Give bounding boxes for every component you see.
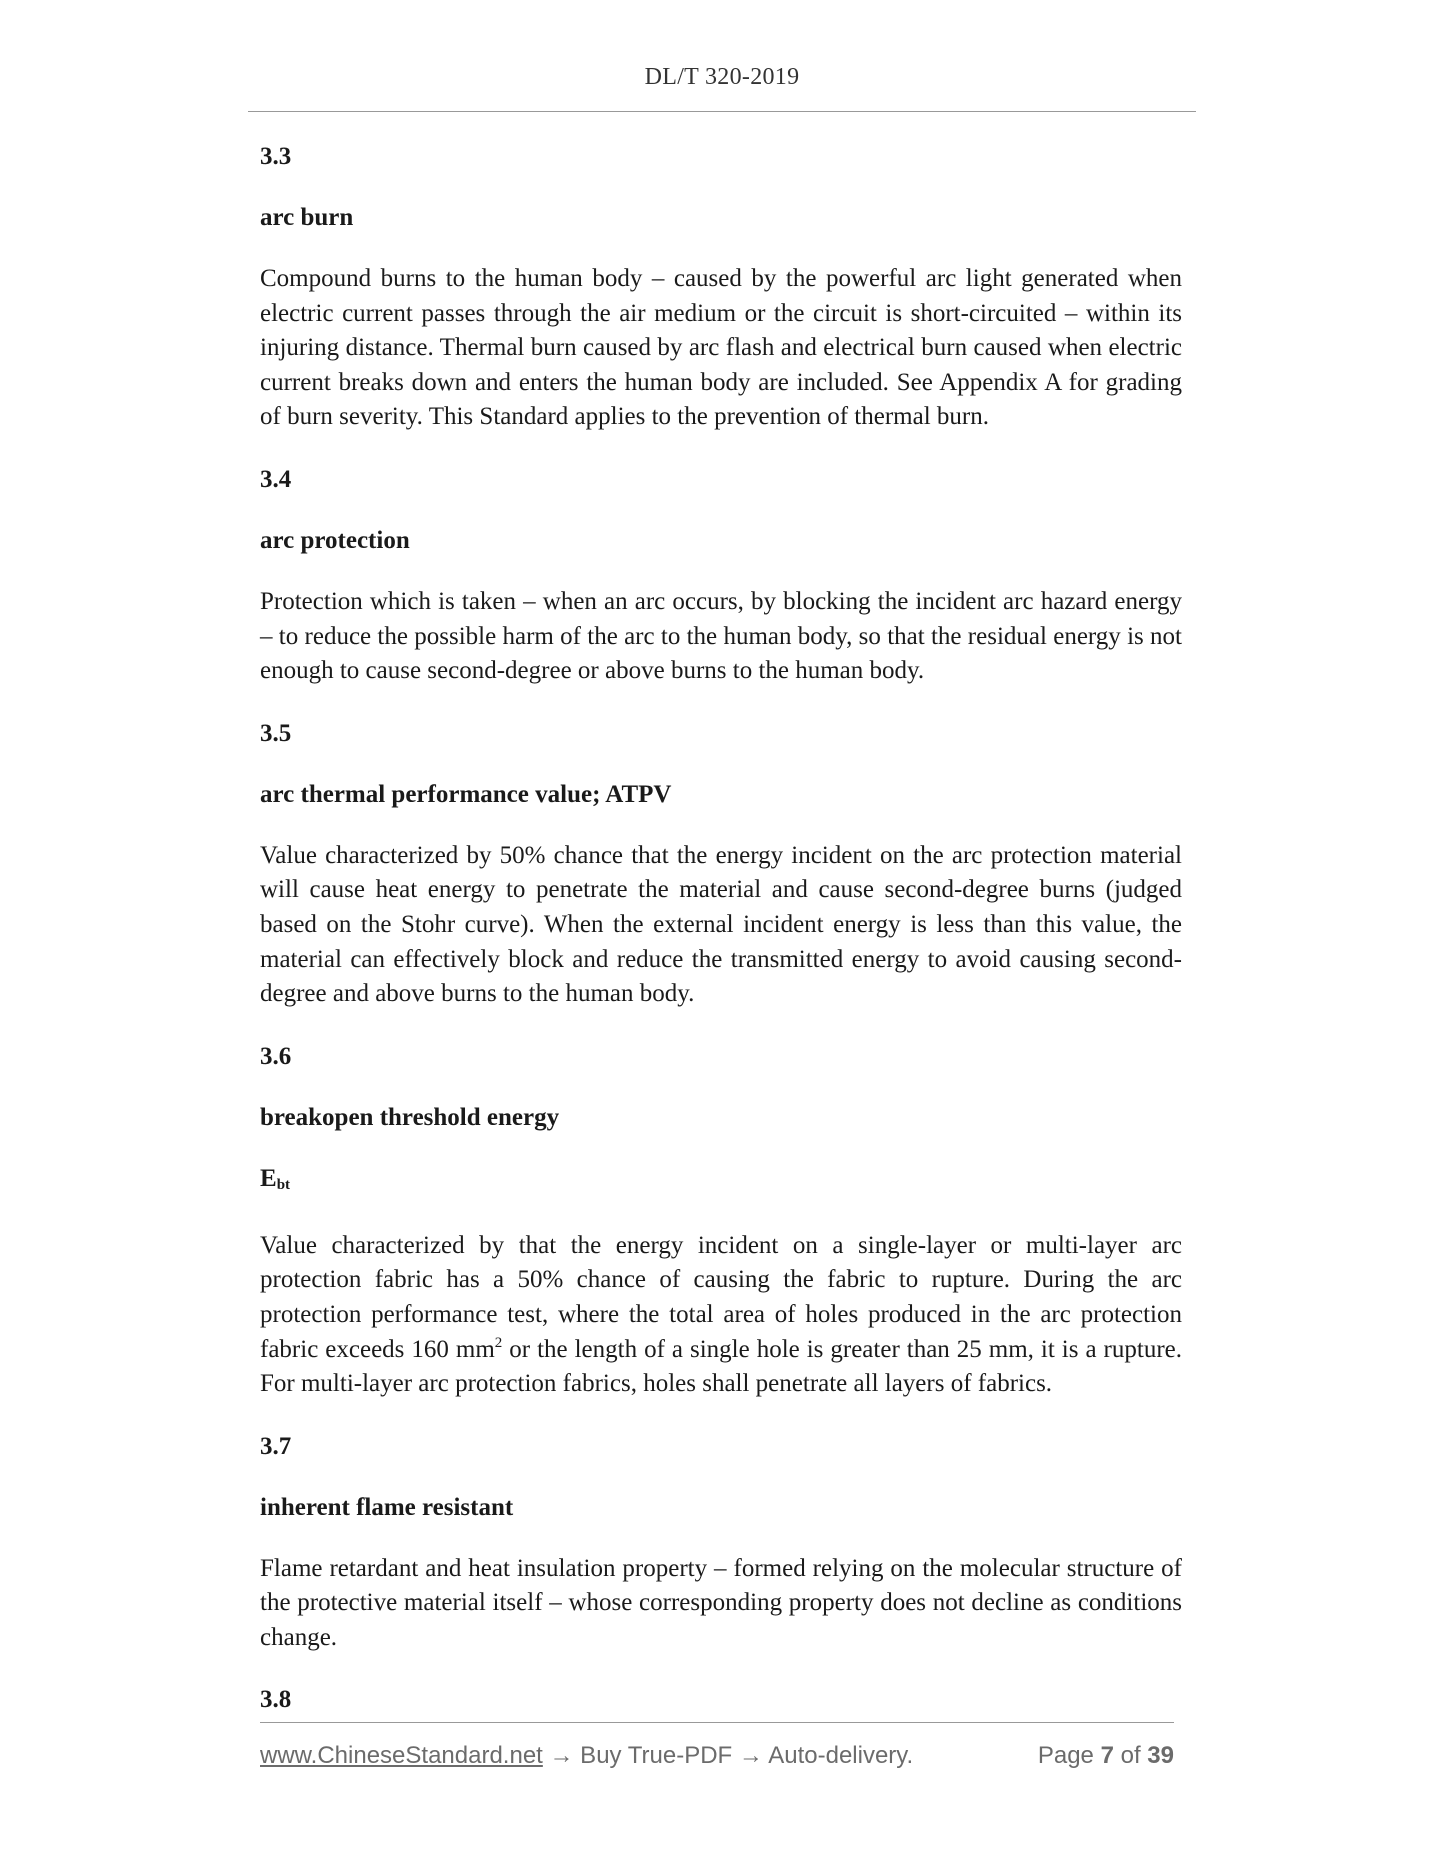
header-divider (248, 111, 1196, 112)
document-header (248, 64, 1196, 91)
term-number: 3.7 (260, 1432, 292, 1460)
term-definition: Flame retardant and heat insulation property – formed relying on the molecular structure of the protective material itself – whose corresponding property does not decline as conditions change. (260, 1554, 1182, 1651)
term-number: 3.4 (260, 465, 292, 493)
term-definition: Protection which is taken – when an arc occurs, by blocking the incident arc hazard energy – to reduce the possible harm of the arc to the human body, so that the residual energy is not enough to cause second-degree or above burns to the human body. (260, 587, 1182, 685)
term-name: inherent flame resistant (260, 1493, 514, 1521)
term-number: 3.6 (260, 1042, 292, 1070)
term-definition (260, 1229, 1182, 1402)
site-link[interactable]: www.ChineseStandard.net (260, 1742, 543, 1769)
footer-divider (260, 1722, 1174, 1723)
page-footer (260, 1742, 1174, 1770)
symbol-main: E (260, 1164, 277, 1192)
symbol-subscript: bt (276, 1176, 291, 1193)
term-entry-3-5 (260, 717, 1182, 1012)
term-number: 3.5 (260, 719, 292, 747)
page-indicator (1038, 1742, 1174, 1770)
document-body (260, 140, 1182, 1717)
definition-part-2: or the length of a single hole is greater than 25 mm, it is a rupture. For multi-layer arc protection fabrics, holes shall penetrate all layers of fabrics. (260, 1335, 1182, 1398)
document-id: DL/T 320-2019 (644, 64, 800, 90)
footer-promo: → Buy True-PDF → Auto-delivery. (542, 1742, 914, 1769)
page-total: 39 (1147, 1742, 1174, 1769)
term-entry-3-6 (260, 1040, 1182, 1402)
term-entry-3-4 (260, 463, 1182, 689)
page-current: 7 (1100, 1742, 1114, 1769)
term-name: arc protection (260, 526, 410, 554)
term-entry-3-3 (260, 140, 1182, 435)
term-name: arc thermal performance value; ATPV (260, 780, 672, 808)
term-definition: Compound burns to the human body – caused by the powerful arc light generated when electric current passes through the air medium or the circuit is short-circuited – within its injuring distance. Thermal burn caused by arc flash and electrical burn caused when electric current breaks down and enters the human body are included. See Appendix A for grading of burn severity. This Standard applies to the prevention of thermal burn. (260, 265, 1182, 431)
superscript: 2 (494, 1334, 503, 1351)
term-symbol (260, 1162, 1182, 1202)
term-number: 3.3 (260, 143, 292, 170)
definition-part-1: Value characterized by that the energy incident on a single-layer or multi-layer arc protection fabric has a 50% chance of causing the fabric to rupture. During the arc protection performance test, where the total area of holes produced in the arc protection fabric exceeds 160 mm (260, 1231, 1182, 1363)
term-name: arc burn (260, 204, 354, 231)
term-name: breakopen threshold energy (260, 1103, 560, 1131)
term-entry-3-7 (260, 1430, 1182, 1656)
page-of: of (1120, 1742, 1141, 1769)
page-label: Page (1037, 1742, 1094, 1769)
term-definition: Value characterized by 50% chance that the energy incident on the arc protection material will cause heat energy to penetrate the material and cause second-degree burns (judged based on the Stohr curve). When the external incident energy is less than this value, the material can effectively block and reduce the transmitted energy to avoid causing second-degree and above burns to the human body. (260, 841, 1182, 1008)
term-number: 3.8 (260, 1686, 292, 1714)
term-entry-3-8 (260, 1683, 1182, 1717)
